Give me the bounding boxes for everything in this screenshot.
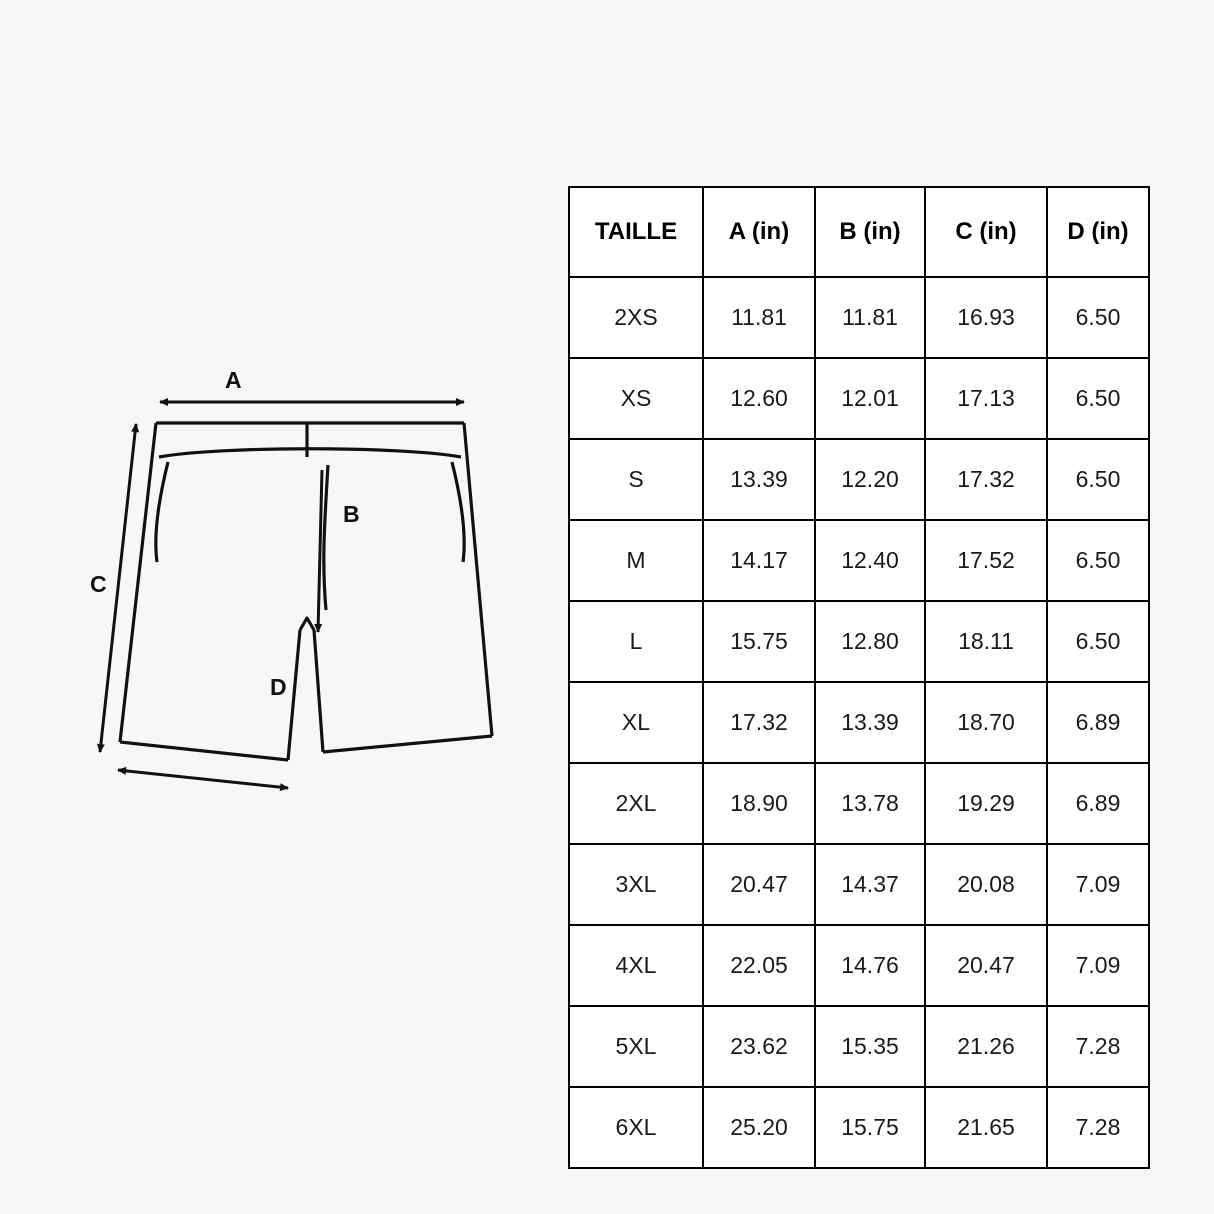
cell-c: 19.29 [925,763,1047,844]
dimension-lines [100,402,464,788]
column-header-c: C (in) [925,187,1047,277]
cell-b: 12.40 [815,520,925,601]
cell-d: 6.89 [1047,682,1149,763]
cell-c: 21.65 [925,1087,1047,1168]
table-row [569,1087,1149,1168]
shorts-outline [120,423,492,760]
cell-a: 25.20 [703,1087,815,1168]
cell-d: 6.89 [1047,763,1149,844]
cell-a: 22.05 [703,925,815,1006]
cell-c: 18.11 [925,601,1047,682]
cell-b: 15.75 [815,1087,925,1168]
table-row [569,439,1149,520]
cell-size: S [569,439,703,520]
garment-diagram [60,340,520,840]
cell-b: 15.35 [815,1006,925,1087]
cell-size: 5XL [569,1006,703,1087]
cell-b: 12.01 [815,358,925,439]
dimension-label-a: A [225,367,242,393]
cell-c: 21.26 [925,1006,1047,1087]
table-row [569,1006,1149,1087]
cell-c: 20.47 [925,925,1047,1006]
table-row [569,601,1149,682]
cell-b: 13.78 [815,763,925,844]
table-row [569,925,1149,1006]
cell-size: 6XL [569,1087,703,1168]
cell-d: 6.50 [1047,358,1149,439]
cell-c: 17.13 [925,358,1047,439]
dimension-label-c: C [90,571,107,597]
cell-b: 12.20 [815,439,925,520]
cell-a: 23.62 [703,1006,815,1087]
cell-c: 16.93 [925,277,1047,358]
cell-a: 13.39 [703,439,815,520]
cell-d: 6.50 [1047,439,1149,520]
cell-a: 11.81 [703,277,815,358]
dimension-label-d: D [270,674,287,700]
dimension-line-b [318,470,322,632]
column-header-b: B (in) [815,187,925,277]
cell-a: 17.32 [703,682,815,763]
shorts-technical-drawing-svg [60,340,520,840]
cell-size: 4XL [569,925,703,1006]
cell-d: 7.28 [1047,1006,1149,1087]
table-row [569,682,1149,763]
size-table-head [569,187,1149,277]
cell-b: 13.39 [815,682,925,763]
cell-c: 17.52 [925,520,1047,601]
size-table-body [569,277,1149,1168]
cell-c: 20.08 [925,844,1047,925]
cell-size: L [569,601,703,682]
dimension-label-b: B [343,501,360,527]
cell-d: 6.50 [1047,601,1149,682]
table-row [569,844,1149,925]
cell-d: 6.50 [1047,277,1149,358]
cell-d: 7.28 [1047,1087,1149,1168]
cell-size: XL [569,682,703,763]
column-header-taille: TAILLE [569,187,703,277]
cell-a: 12.60 [703,358,815,439]
cell-size: 2XS [569,277,703,358]
cell-c: 17.32 [925,439,1047,520]
table-row [569,520,1149,601]
table-row [569,358,1149,439]
cell-a: 20.47 [703,844,815,925]
cell-c: 18.70 [925,682,1047,763]
cell-b: 14.37 [815,844,925,925]
cell-a: 14.17 [703,520,815,601]
cell-d: 7.09 [1047,844,1149,925]
cell-size: M [569,520,703,601]
cell-d: 6.50 [1047,520,1149,601]
cell-a: 18.90 [703,763,815,844]
table-row [569,763,1149,844]
column-header-a: A (in) [703,187,815,277]
table-row [569,277,1149,358]
cell-size: 3XL [569,844,703,925]
cell-size: XS [569,358,703,439]
cell-b: 11.81 [815,277,925,358]
cell-d: 7.09 [1047,925,1149,1006]
table-header-row [569,187,1149,277]
cell-b: 14.76 [815,925,925,1006]
size-table [568,186,1150,1169]
cell-b: 12.80 [815,601,925,682]
cell-a: 15.75 [703,601,815,682]
dimension-line-d [118,770,288,788]
size-table-container [568,186,1148,1169]
cell-size: 2XL [569,763,703,844]
column-header-d: D (in) [1047,187,1149,277]
